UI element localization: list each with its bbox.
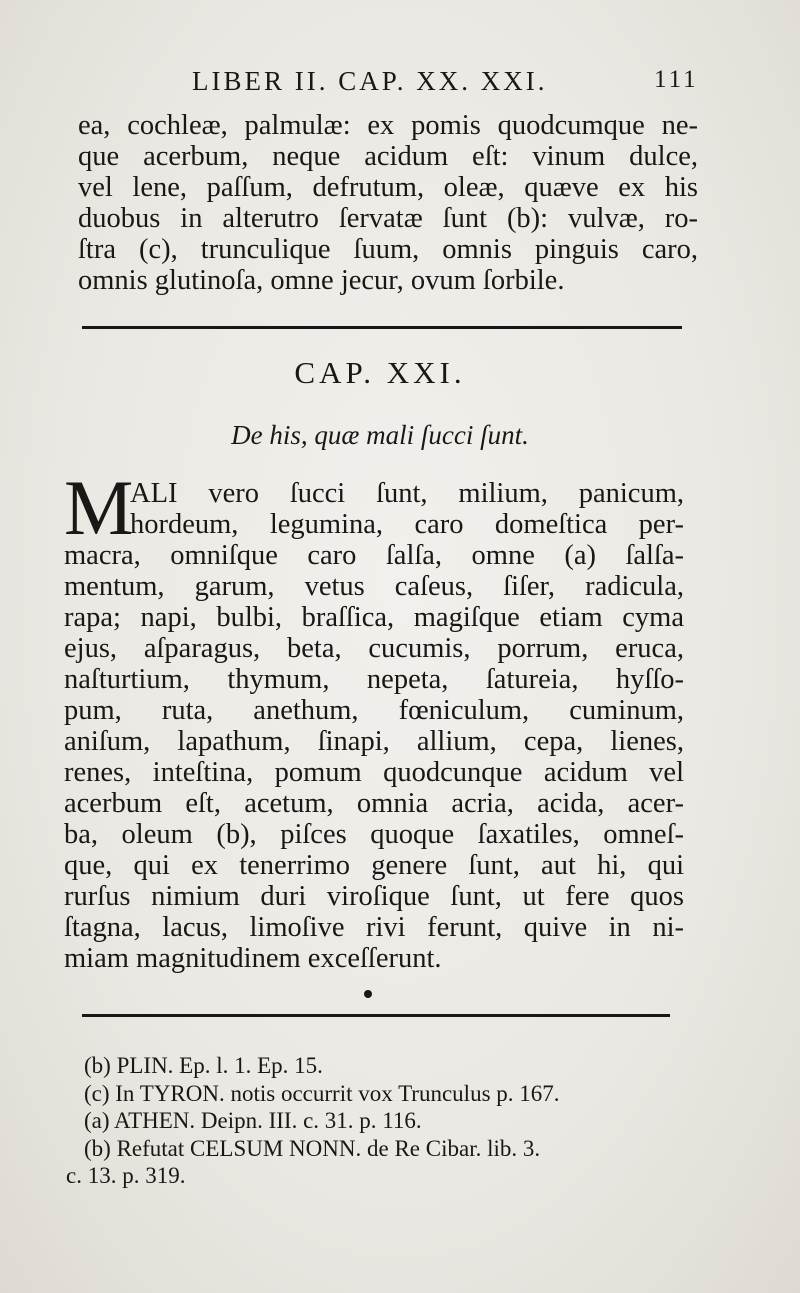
chapter-subtitle: De his, quæ mali ſucci ſunt. — [231, 420, 529, 450]
text-line: rurſus nimium duri viroſique ſunt, ut fere quos — [64, 881, 684, 912]
continued-paragraph — [78, 110, 698, 296]
footnote-continuation: c. 13. p. 319. — [66, 1163, 186, 1188]
text-line: miam magnitudinem exceſſerunt. — [64, 943, 442, 974]
chapter-body — [64, 464, 684, 974]
text-line: ea, cochleæ, palmulæ: ex pomis quodcumque ne- — [78, 110, 698, 141]
text-line: rapa; napi, bulbi, braſſica, magiſque etiam cyma — [64, 602, 684, 633]
drop-cap: M — [64, 464, 134, 551]
text-line: hordeum, legumina, caro domeſtica per- — [130, 509, 684, 540]
horizontal-rule — [82, 1014, 670, 1017]
text-line: que acerbum, neque acidum eſt: vinum dulce, — [78, 141, 698, 172]
running-head — [192, 66, 712, 106]
text-line: ſtagna, lacus, limoſive rivi ferunt, quive in ni- — [64, 912, 684, 943]
horizontal-rule — [82, 326, 682, 329]
footnotes — [66, 1052, 686, 1190]
page-number: 111 — [654, 66, 699, 93]
text-line: ejus, aſparagus, beta, cucumis, porrum, eruca, — [64, 633, 684, 664]
text-line: pum, ruta, anethum, fœniculum, cuminum, — [64, 695, 684, 726]
ornament-dot — [364, 990, 372, 998]
text-line: vel lene, paſſum, defrutum, oleæ, quæve ex his — [78, 172, 698, 203]
text-line: ALI vero ſucci ſunt, milium, panicum, — [130, 478, 684, 509]
running-head-title: LIBER II. CAP. XX. XXI. — [192, 66, 548, 96]
text-line: renes, inteſtina, pomum quodcunque acidum vel — [64, 757, 684, 788]
text-line: que, qui ex tenerrimo genere ſunt, aut hi, qui — [64, 850, 684, 881]
text-line: ſtra (c), trunculique ſuum, omnis pinguis caro, — [78, 234, 698, 265]
text-line: naſturtium, thymum, nepeta, ſatureia, hyſſo- — [64, 664, 684, 695]
chapter-heading: CAP. XXI. — [294, 355, 466, 390]
text-line: duobus in alterutro ſervatæ ſunt (b): vulvæ, ro- — [78, 203, 698, 234]
text-line: mentum, garum, vetus caſeus, ſiſer, radicula, — [64, 571, 684, 602]
footnote: (c) In TYRON. notis occurrit vox Trunculus p. 167. — [84, 1080, 560, 1106]
text-line: ba, oleum (b), piſces quoque ſaxatiles, omneſ- — [64, 819, 684, 850]
text-line: macra, omniſque caro ſalſa, omne (a) ſalſa- — [64, 540, 684, 571]
text-line: omnis glutinoſa, omne jecur, ovum ſorbile. — [78, 265, 565, 296]
footnote: (a) ATHEN. Deipn. III. c. 31. p. 116. — [84, 1108, 422, 1133]
text-line: acerbum eſt, acetum, omnia acria, acida, acer- — [64, 788, 684, 819]
footnote: (b) Refutat CELSUM NONN. de Re Cibar. lib. 3. — [84, 1135, 541, 1161]
text-line: aniſum, lapathum, ſinapi, allium, cepa, lienes, — [64, 726, 684, 757]
footnote: (b) PLIN. Ep. l. 1. Ep. 15. — [84, 1053, 323, 1078]
